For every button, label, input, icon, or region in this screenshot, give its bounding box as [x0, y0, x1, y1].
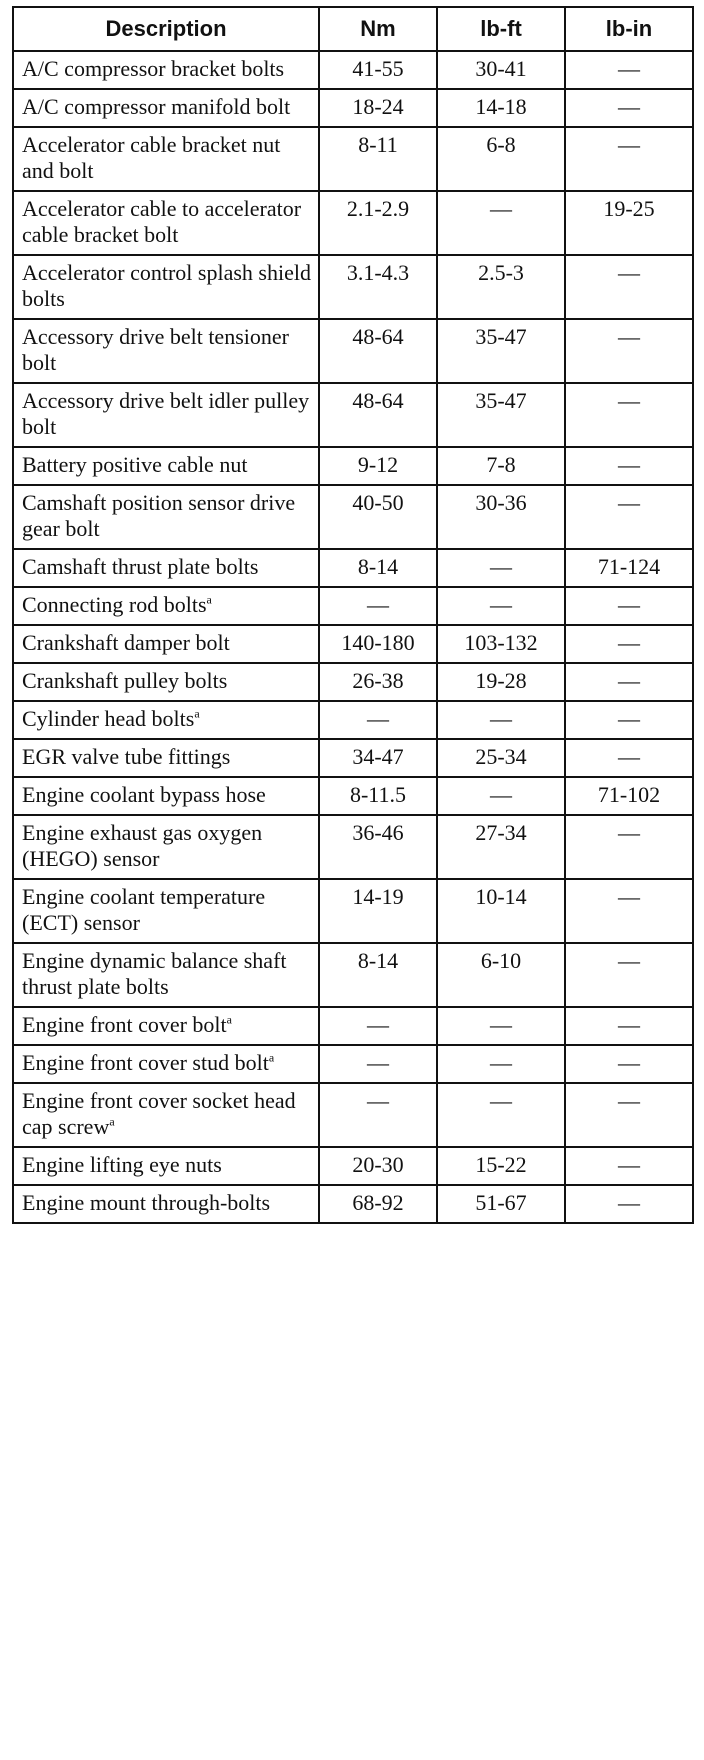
lbin-cell: 71-124	[565, 549, 693, 587]
lbft-cell: 25-34	[437, 739, 565, 777]
lbft-cell: 30-41	[437, 51, 565, 89]
description-cell	[13, 255, 319, 319]
description-text: Camshaft position sensor drive gear bolt	[22, 490, 296, 541]
table-row	[13, 739, 693, 777]
description-cell	[13, 663, 319, 701]
lbin-cell: —	[565, 255, 693, 319]
description-cell	[13, 1083, 319, 1147]
description-text: Engine front cover bolt	[22, 1012, 227, 1037]
nm-cell: 140-180	[319, 625, 437, 663]
description-text: Crankshaft pulley bolts	[22, 668, 228, 693]
lbin-cell: —	[565, 663, 693, 701]
lbft-cell: 35-47	[437, 319, 565, 383]
lbft-cell: —	[437, 1007, 565, 1045]
lbft-cell: 6-10	[437, 943, 565, 1007]
lbin-cell: 71-102	[565, 777, 693, 815]
table-row	[13, 625, 693, 663]
lbin-cell: —	[565, 1045, 693, 1083]
lbin-cell: —	[565, 879, 693, 943]
nm-cell: 8-11.5	[319, 777, 437, 815]
description-cell	[13, 447, 319, 485]
lbft-cell: 51-67	[437, 1185, 565, 1223]
description-cell	[13, 739, 319, 777]
table-row	[13, 1045, 693, 1083]
nm-cell: —	[319, 701, 437, 739]
lbft-cell: 35-47	[437, 383, 565, 447]
description-text: Engine dynamic balance shaft thrust plate bolts	[22, 948, 287, 999]
footnote-marker: a	[206, 592, 212, 607]
nm-cell: 3.1-4.3	[319, 255, 437, 319]
nm-cell: 8-14	[319, 549, 437, 587]
description-text: Engine coolant temperature (ECT) sensor	[22, 884, 266, 935]
description-text: Engine front cover socket head cap screw	[22, 1088, 296, 1139]
nm-cell: 41-55	[319, 51, 437, 89]
table-row	[13, 255, 693, 319]
lbft-cell: 14-18	[437, 89, 565, 127]
lbft-cell: —	[437, 191, 565, 255]
nm-cell: —	[319, 587, 437, 625]
nm-cell: —	[319, 1007, 437, 1045]
lbft-cell: —	[437, 587, 565, 625]
lbft-cell: 10-14	[437, 879, 565, 943]
description-text: Battery positive cable nut	[22, 452, 248, 477]
table-row	[13, 1007, 693, 1045]
lbft-cell: 15-22	[437, 1147, 565, 1185]
table-row	[13, 701, 693, 739]
footnote-marker: a	[226, 1012, 232, 1027]
lbin-cell: —	[565, 739, 693, 777]
footnote-marker: a	[109, 1114, 115, 1129]
description-cell	[13, 701, 319, 739]
table-row	[13, 549, 693, 587]
table-row	[13, 943, 693, 1007]
description-text: Engine mount through-bolts	[22, 1190, 271, 1215]
table-row	[13, 1147, 693, 1185]
nm-cell: 9-12	[319, 447, 437, 485]
table-row	[13, 383, 693, 447]
nm-cell: —	[319, 1045, 437, 1083]
description-text: Accessory drive belt tensioner bolt	[22, 324, 289, 375]
nm-cell: 36-46	[319, 815, 437, 879]
description-cell	[13, 587, 319, 625]
table-row	[13, 815, 693, 879]
torque-spec-table	[12, 6, 694, 1224]
description-cell	[13, 1147, 319, 1185]
lbft-cell: 27-34	[437, 815, 565, 879]
table-row	[13, 127, 693, 191]
lbin-cell: 19-25	[565, 191, 693, 255]
description-cell	[13, 943, 319, 1007]
lbin-cell: —	[565, 943, 693, 1007]
description-text: Accelerator control splash shield bolts	[22, 260, 311, 311]
table-header-row	[13, 7, 693, 51]
nm-cell: 48-64	[319, 319, 437, 383]
description-text: Crankshaft damper bolt	[22, 630, 230, 655]
description-text: Accessory drive belt idler pulley bolt	[22, 388, 310, 439]
description-text: Cylinder head bolts	[22, 706, 195, 731]
lbft-cell: —	[437, 701, 565, 739]
table-row	[13, 1083, 693, 1147]
lbin-cell: —	[565, 447, 693, 485]
lbin-cell: —	[565, 1007, 693, 1045]
nm-cell: —	[319, 1083, 437, 1147]
description-cell	[13, 89, 319, 127]
lbin-cell: —	[565, 587, 693, 625]
nm-cell: 8-14	[319, 943, 437, 1007]
description-cell	[13, 815, 319, 879]
table-row	[13, 587, 693, 625]
nm-cell: 20-30	[319, 1147, 437, 1185]
lbft-cell: —	[437, 549, 565, 587]
lbin-cell: —	[565, 319, 693, 383]
description-text: A/C compressor bracket bolts	[22, 56, 285, 81]
table-row	[13, 191, 693, 255]
table-row	[13, 447, 693, 485]
lbft-cell: 7-8	[437, 447, 565, 485]
table-row	[13, 663, 693, 701]
nm-cell: 18-24	[319, 89, 437, 127]
lbin-cell: —	[565, 1147, 693, 1185]
description-cell	[13, 879, 319, 943]
lbft-cell: 103-132	[437, 625, 565, 663]
lbin-cell: —	[565, 625, 693, 663]
description-cell	[13, 319, 319, 383]
lbin-cell: —	[565, 1083, 693, 1147]
lbft-cell: 2.5-3	[437, 255, 565, 319]
description-text: Engine lifting eye nuts	[22, 1152, 222, 1177]
lbin-cell: —	[565, 383, 693, 447]
lbft-cell: —	[437, 1045, 565, 1083]
table-row	[13, 89, 693, 127]
lbft-cell: 19-28	[437, 663, 565, 701]
header-lbin: lb-in	[565, 7, 693, 51]
lbin-cell: —	[565, 1185, 693, 1223]
nm-cell: 40-50	[319, 485, 437, 549]
description-text: Accelerator cable bracket nut and bolt	[22, 132, 281, 183]
table-row	[13, 319, 693, 383]
table-body	[13, 51, 693, 1223]
nm-cell: 34-47	[319, 739, 437, 777]
lbin-cell: —	[565, 89, 693, 127]
lbft-cell: —	[437, 777, 565, 815]
description-text: Accelerator cable to accelerator cable bracket bolt	[22, 196, 302, 247]
header-lbft: lb-ft	[437, 7, 565, 51]
nm-cell: 68-92	[319, 1185, 437, 1223]
nm-cell: 48-64	[319, 383, 437, 447]
description-text: Camshaft thrust plate bolts	[22, 554, 259, 579]
table-row	[13, 777, 693, 815]
table-row	[13, 879, 693, 943]
description-cell	[13, 191, 319, 255]
lbin-cell: —	[565, 815, 693, 879]
lbin-cell: —	[565, 701, 693, 739]
nm-cell: 14-19	[319, 879, 437, 943]
lbft-cell: 6-8	[437, 127, 565, 191]
description-cell	[13, 549, 319, 587]
description-cell	[13, 777, 319, 815]
description-cell	[13, 625, 319, 663]
table-row	[13, 485, 693, 549]
description-text: A/C compressor manifold bolt	[22, 94, 291, 119]
table-row	[13, 1185, 693, 1223]
nm-cell: 2.1-2.9	[319, 191, 437, 255]
description-cell	[13, 127, 319, 191]
lbin-cell: —	[565, 485, 693, 549]
header-description: Description	[13, 7, 319, 51]
nm-cell: 26-38	[319, 663, 437, 701]
footnote-marker: a	[268, 1050, 275, 1065]
lbin-cell: —	[565, 127, 693, 191]
footnote-marker: a	[194, 706, 200, 721]
header-nm: Nm	[319, 7, 437, 51]
description-text: Engine coolant bypass hose	[22, 782, 266, 807]
description-text: Engine exhaust gas oxygen (HEGO) sensor	[22, 820, 263, 871]
lbft-cell: —	[437, 1083, 565, 1147]
table-row	[13, 51, 693, 89]
description-cell	[13, 383, 319, 447]
description-cell	[13, 1185, 319, 1223]
description-text: EGR valve tube fittings	[22, 744, 231, 769]
lbin-cell: —	[565, 51, 693, 89]
description-text: Engine front cover stud bolt	[22, 1050, 269, 1075]
description-cell	[13, 1045, 319, 1083]
description-text: Connecting rod bolts	[22, 592, 207, 617]
description-cell	[13, 485, 319, 549]
description-cell	[13, 51, 319, 89]
nm-cell: 8-11	[319, 127, 437, 191]
lbft-cell: 30-36	[437, 485, 565, 549]
description-cell	[13, 1007, 319, 1045]
